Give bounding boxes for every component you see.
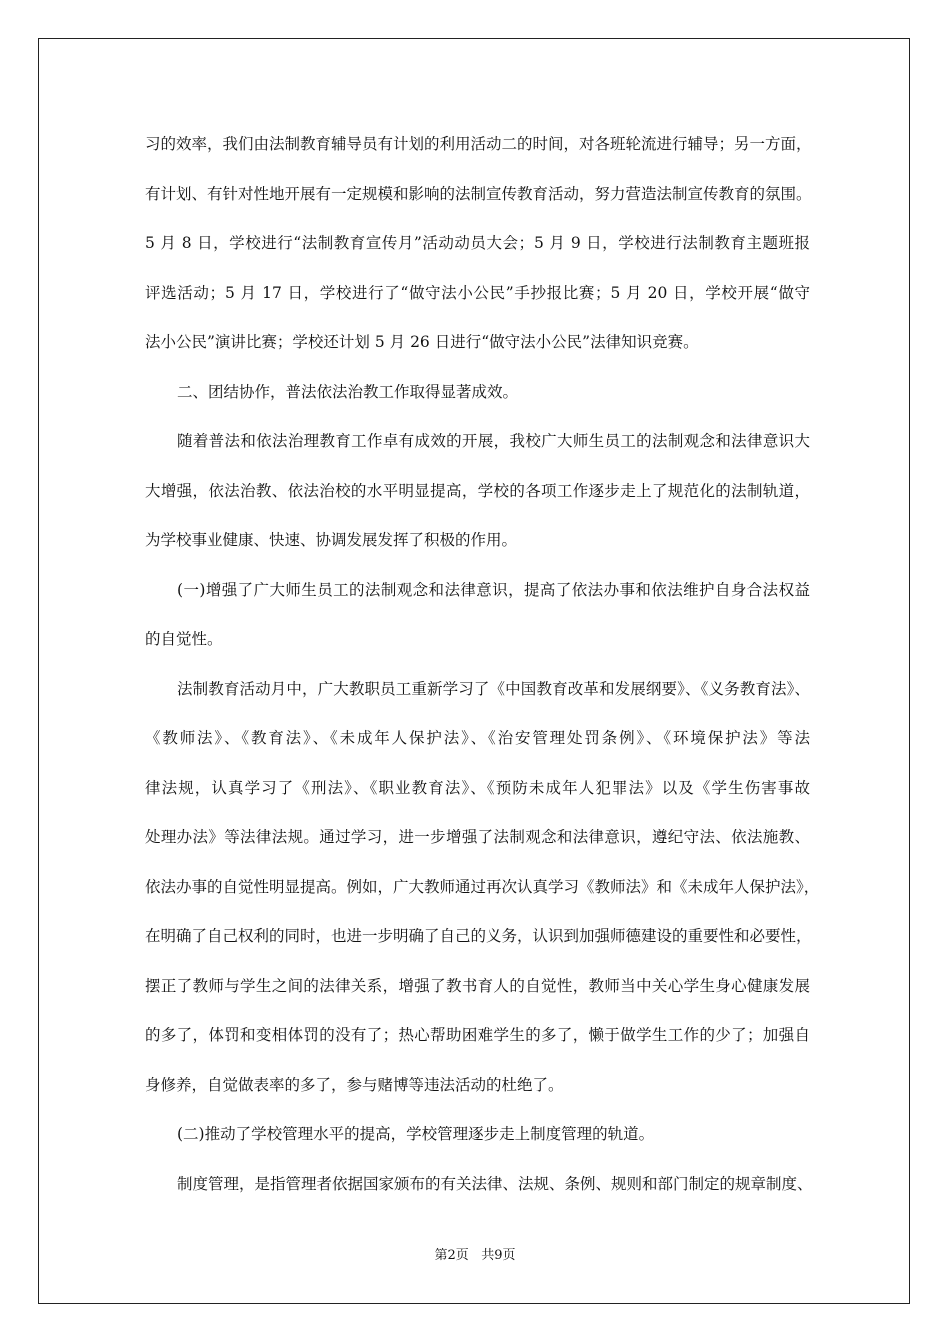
text-line: 摆正了教师与学生之间的法律关系，增强了教书育人的自觉性，教师当中关心学生身心健康发展 bbox=[145, 976, 810, 995]
text-line: 习的效率，我们由法制教育辅导员有计划的利用活动二的时间，对各班轮流进行辅导；另一方面， bbox=[145, 135, 812, 153]
text-line: (二)推动了学校管理水平的提高，学校管理逐步走上制度管理的轨道。 bbox=[177, 1125, 655, 1143]
text-line: 制度管理，是指管理者依据国家颁布的有关法律、法规、条例、规则和部门制定的规章制度、 bbox=[177, 1174, 813, 1193]
text-line: 5 月 8 日，学校进行“法制教育宣传月”活动动员大会；5 月 9 日，学校进行法制教育主题班报 bbox=[145, 234, 810, 252]
text-line: 的自觉性。 bbox=[145, 630, 223, 648]
text-line: 处理办法》等法律法规。通过学习，进一步增强了法制观念和法律意识，遵纪守法、依法施教、 bbox=[145, 828, 810, 846]
text-line: 的多了，体罚和变相体罚的没有了；热心帮助困难学生的多了，懒于做学生工作的少了；加强自 bbox=[145, 1026, 810, 1044]
text-line: 有计划、有针对性地开展有一定规模和影响的法制宣传教育活动，努力营造法制宣传教育的氛围。 bbox=[145, 184, 812, 203]
text-line: 身修养，自觉做表率的多了，参与赌博等违法活动的杜绝了。 bbox=[145, 1075, 564, 1094]
text-line: (一)增强了广大师生员工的法制观念和法律意识，提高了依法办事和依法维护自身合法权益 bbox=[177, 580, 810, 599]
page-number: 第2页 bbox=[434, 1248, 469, 1263]
text-line: 《教师法》、《教育法》、《未成年人保护法》、《治安管理处罚条例》、《环境保护法》等法 bbox=[145, 729, 810, 747]
footer-gap bbox=[469, 1248, 481, 1263]
text-line: 大增强，依法治教、依法治校的水平明显提高，学校的各项工作逐步走上了规范化的法制轨道， bbox=[145, 481, 810, 500]
text-line: 在明确了自己权利的同时，也进一步明确了自己的义务，认识到加强师德建设的重要性和必要性， bbox=[145, 927, 812, 945]
text-line: 二、团结协作，普法依法治教工作取得显著成效。 bbox=[177, 382, 519, 401]
document-body bbox=[145, 120, 820, 1209]
text-line: 律法规，认真学习了《刑法》、《职业教育法》、《预防未成年人犯罪法》以及《学生伤害事故 bbox=[145, 778, 810, 797]
page-total: 共9页 bbox=[481, 1248, 516, 1263]
text-line: 法制教育活动月中，广大教职员工重新学习了《中国教育改革和发展纲要》、《义务教育法》、 bbox=[177, 679, 810, 698]
text-line: 依法办事的自觉性明显提高。例如，广大教师通过再次认真学习《教师法》和《未成年人保护法》， bbox=[145, 877, 820, 896]
text-line: 法小公民”演讲比赛；学校还计划 5 月 26 日进行“做守法小公民”法律知识竞赛。 bbox=[145, 333, 699, 351]
page-footer bbox=[0, 1246, 950, 1266]
text-line: 为学校事业健康、快速、协调发展发挥了积极的作用。 bbox=[145, 531, 518, 549]
text-line: 随着普法和依法治理教育工作卓有成效的开展，我校广大师生员工的法制观念和法律意识大 bbox=[177, 432, 810, 450]
text-line: 评选活动；5 月 17 日，学校进行了“做守法小公民”手抄报比赛；5 月 20 日，学校开展“做守 bbox=[145, 283, 810, 302]
